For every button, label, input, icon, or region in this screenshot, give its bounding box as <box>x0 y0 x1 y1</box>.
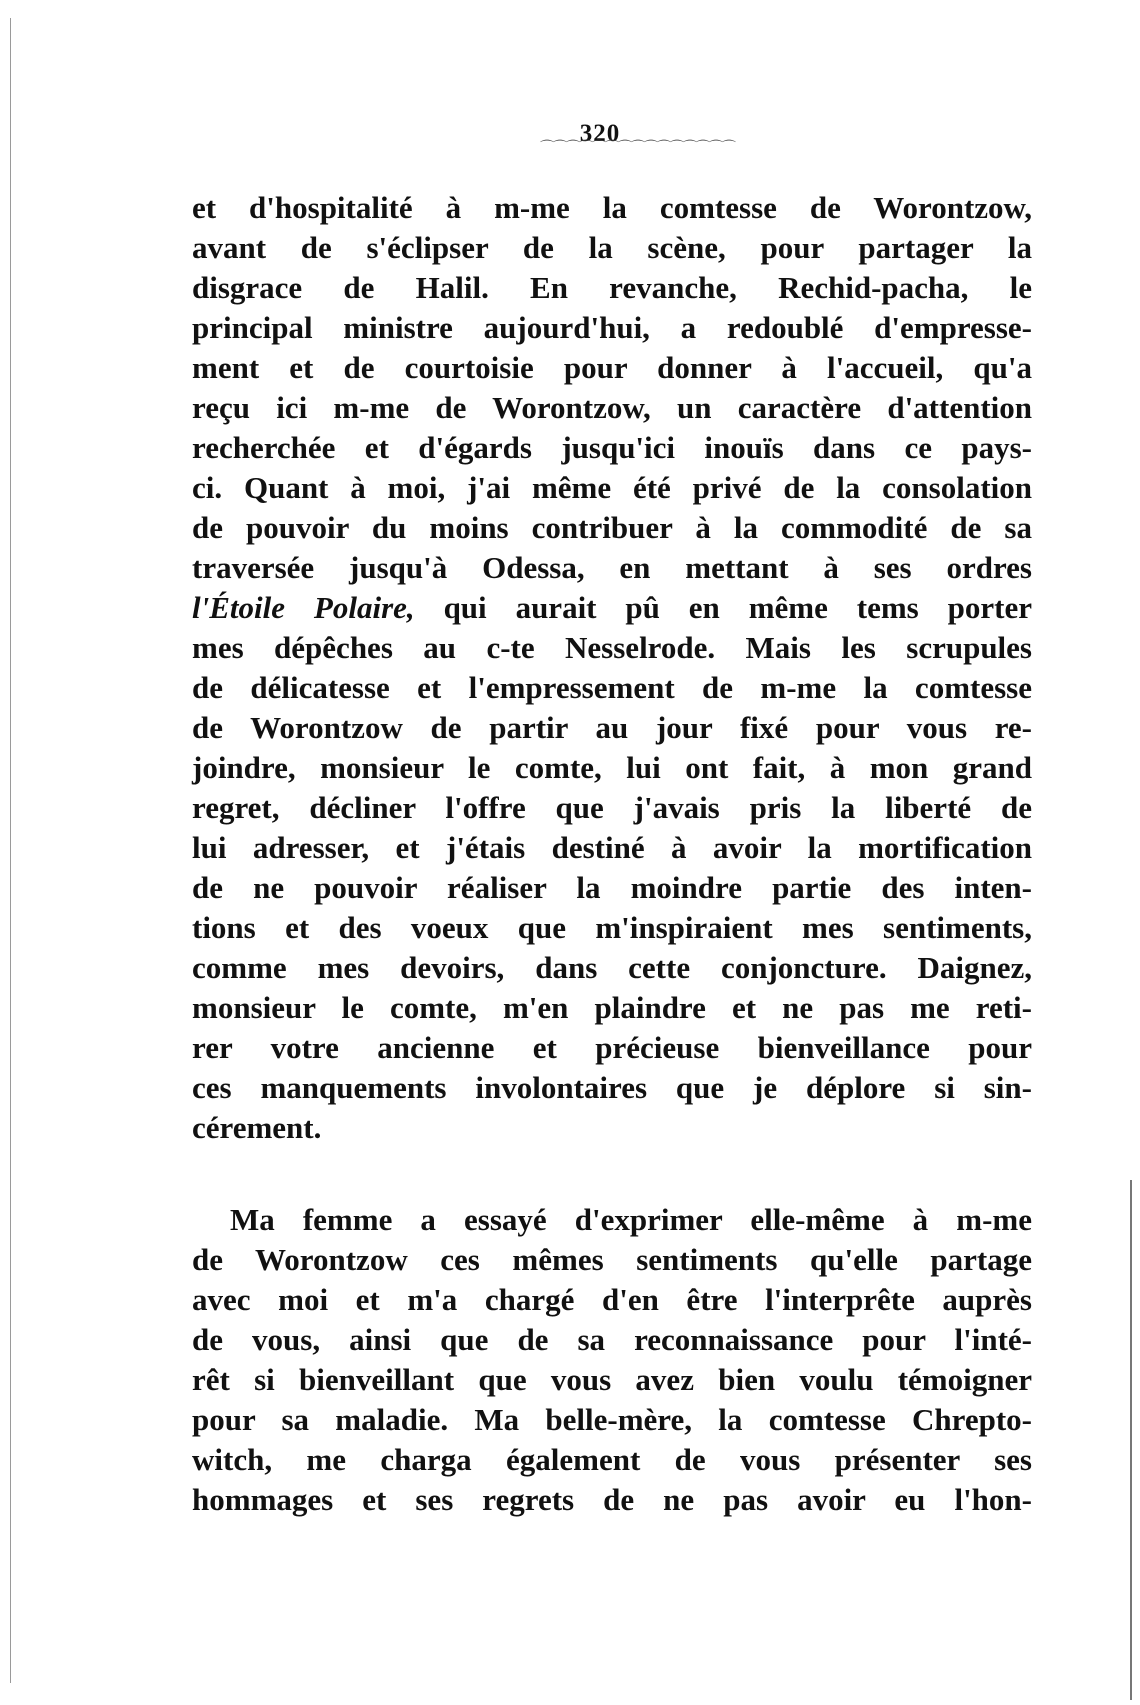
text-line: joindre, monsieur le comte, lui ont fait, à mon grand <box>192 750 1032 785</box>
text-line: ci. Quant à moi, j'ai même été privé de la consolation <box>192 470 1032 505</box>
text-line: de pouvoir du moins contribuer à la commodité de sa <box>192 510 1032 545</box>
text-line: avant de s'éclipser de la scène, pour partager la <box>192 230 1032 265</box>
scan-edge-left <box>10 18 11 1683</box>
text-line: de ne pouvoir réaliser la moindre partie des inten- <box>192 870 1032 905</box>
text-line: Ma femme a essayé d'exprimer elle-même à m-me <box>230 1202 1032 1237</box>
text-line-remainder: qui aurait pû en même tems porter <box>443 590 1032 625</box>
text-line: cérement. <box>192 1110 322 1145</box>
text-line-with-ship-name <box>192 588 1032 628</box>
text-line: de Worontzow de partir au jour fixé pour vous re- <box>192 710 1032 745</box>
text-line: comme mes devoirs, dans cette conjoncture. Daignez, <box>192 950 1032 985</box>
text-line: traversée jusqu'à Odessa, en mettant à ses ordres <box>192 550 1032 585</box>
ship-name: l'Étoile Polaire, <box>192 590 415 625</box>
text-line: regret, décliner l'offre que j'avais pris la liberté de <box>192 790 1032 825</box>
text-line: et d'hospitalité à m-me la comtesse de Worontzow, <box>192 190 1032 225</box>
text-line: recherchée et d'égards jusqu'ici inouïs dans ce pays- <box>192 430 1032 465</box>
text-line: pour sa maladie. Ma belle-mère, la comtesse Chrepto- <box>192 1402 1032 1437</box>
text-line: disgrace de Halil. En revanche, Rechid-pacha, le <box>192 270 1032 305</box>
text-line: mes dépêches au c-te Nesselrode. Mais les scrupules <box>192 630 1032 665</box>
text-line: de Worontzow ces mêmes sentiments qu'elle partage <box>192 1242 1032 1277</box>
text-line: reçu ici m-me de Worontzow, un caractère d'attention <box>192 390 1032 425</box>
text-line: principal ministre aujourd'hui, a redoublé d'empresse- <box>192 310 1032 345</box>
text-line: witch, me charga également de vous présenter ses <box>192 1442 1032 1477</box>
text-line: hommages et ses regrets de ne pas avoir eu l'hon- <box>192 1482 1032 1517</box>
text-line: ces manquements involontaires que je déplore si sin- <box>192 1070 1032 1105</box>
text-line: rêt si bienveillant que vous avez bien voulu témoigner <box>192 1362 1032 1397</box>
text-line: avec moi et m'a chargé d'en être l'interprête auprès <box>192 1282 1032 1317</box>
text-line: ment et de courtoisie pour donner à l'accueil, qu'a <box>192 350 1032 385</box>
text-line: de délicatesse et l'empressement de m-me la comtesse <box>192 670 1032 705</box>
text-line: lui adresser, et j'étais destiné à avoir la mortification <box>192 830 1032 865</box>
header-ornament: ⌒⌒⌒⌒⌒⌒⌒⌒⌒⌒⌒⌒⌒⌒⌒ <box>540 141 735 156</box>
paragraph-2 <box>192 1200 1032 1520</box>
text-line: rer votre ancienne et précieuse bienveillance pour <box>192 1030 1032 1065</box>
text-line: tions et des voeux que m'inspiraient mes sentiments, <box>192 910 1032 945</box>
text-line: de vous, ainsi que de sa reconnaissance pour l'inté- <box>192 1322 1032 1357</box>
scan-edge-right <box>1130 1180 1132 1700</box>
page-number: 320 <box>579 120 621 147</box>
text-line: monsieur le comte, m'en plaindre et ne pas me reti- <box>192 990 1032 1025</box>
paragraph-1 <box>192 188 1032 1148</box>
